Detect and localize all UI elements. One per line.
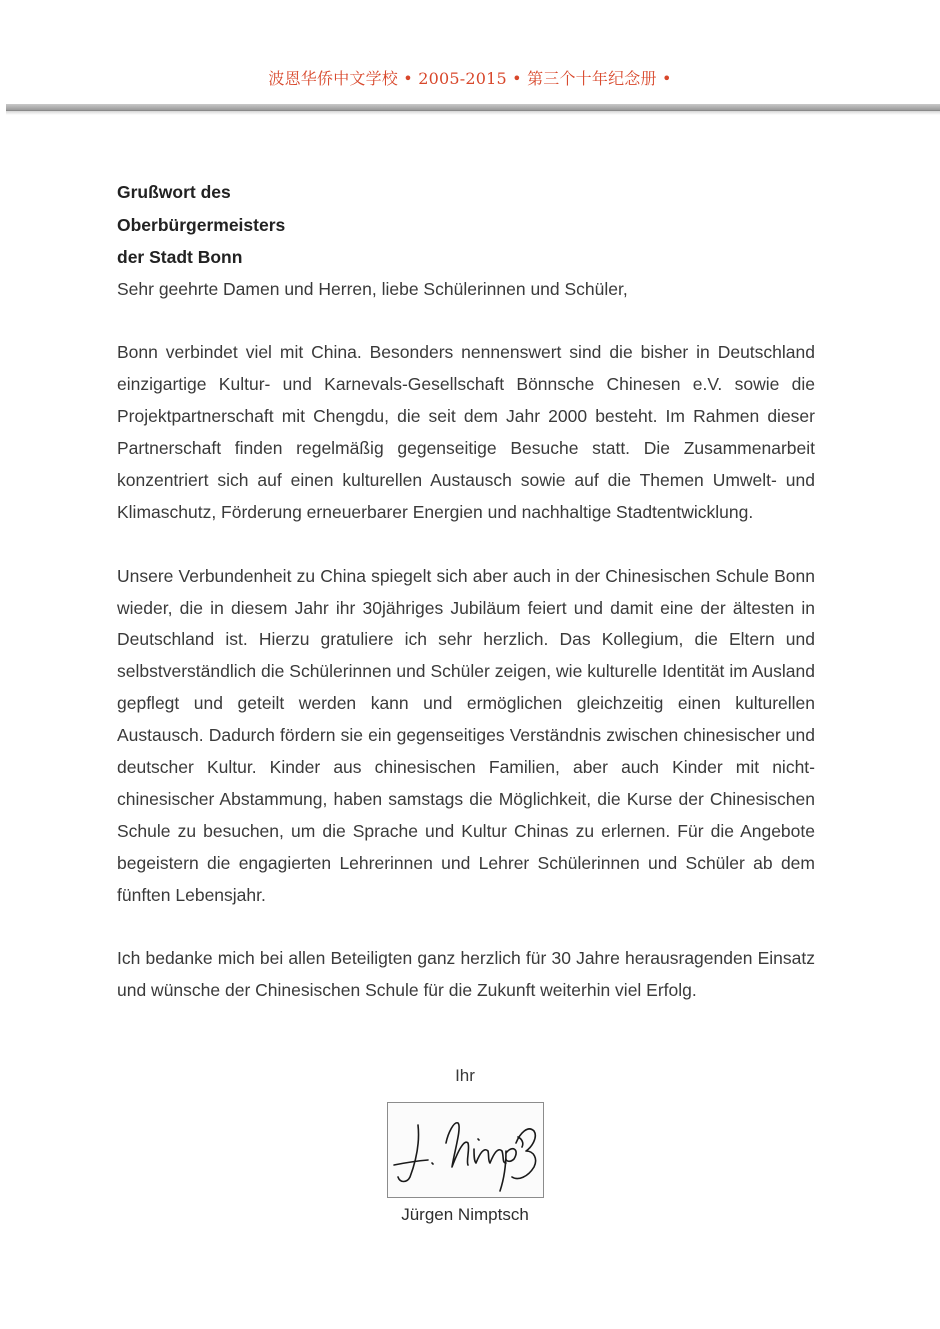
title-line-1: Grußwort des [117, 182, 231, 202]
paragraph-3: Ich bedanke mich bei allen Beteiligten ganz herzlich für 30 Jahre herausragenden Einsatz und wünsche der Chinesischen Schule für die Zukunft weiterhin viel Erfolg. [117, 948, 815, 1001]
signer-name: Jürgen Nimptsch [401, 1205, 529, 1224]
page-header: 波恩华侨中文学校 • 2005-2015 • 第三个十年纪念册 • [268, 69, 672, 88]
closing: Ihr [455, 1066, 475, 1085]
signature-icon [388, 1103, 543, 1197]
letter-body [117, 176, 815, 1007]
header-rule-shadow [6, 111, 940, 115]
paragraph-2: Unsere Verbundenheit zu China spiegelt sich aber auch in der Chinesischen Schule Bonn wieder, die in diesem Jahr ihr 30jähriges Jubiläum feiert und damit eine der ältesten in Deutschland ist. Hierzu gratuliere ich sehr herzlich. Das Kollegium, die Eltern und selbstverständlich die Schülerinnen und Schüler zeigen, wie kulturelle Identität im Ausland gepflegt und geteilt werden kann und ermöglichen gleichzeitig einen kulturellen Austausch. Dadurch fördern sie ein gegenseitiges Verständnis zwischen chinesischer und deutscher Kultur. Kinder aus chinesischen Familien, aber auch Kinder mit nicht-chinesischer Abstammung, haben samstags die Möglichkeit, die Kurse der Chinesischen Schule zu besuchen, um die Sprache und Kultur Chinas zu erlernen. Für die Angebote begeistern die engagierten Lehrerinnen und Lehrer Schülerinnen und Schüler ab dem fünften Lebensjahr. [117, 565, 815, 905]
salutation: Sehr geehrte Damen und Herren, liebe Schülerinnen und Schüler, [117, 278, 628, 299]
signature-image [387, 1102, 544, 1198]
title-line-2: Oberbürgermeisters [117, 214, 286, 235]
title-line-3: der Stadt Bonn [117, 247, 243, 267]
header-rule [6, 104, 940, 111]
paragraph-1: Bonn verbindet viel mit China. Besonders nennenswert sind die bisher in Deutschland einzigartige Kultur- und Karnevals-Gesellschaft Bönnsche Chinesen e.V. sowie die Projektpartnerschaft mit Chengdu, die seit dem Jahr 2000 besteht. Im Rahmen dieser Partnerschaft finden regelmäßig gegenseitige Besuche statt. Die Zusammenarbeit konzentriert sich auf einen kulturellen Austausch sowie auf die Themen Umwelt- und Klimaschutz, Förderung erneuerbarer Energien und nachhaltige Stadtentwicklung. [117, 342, 815, 522]
